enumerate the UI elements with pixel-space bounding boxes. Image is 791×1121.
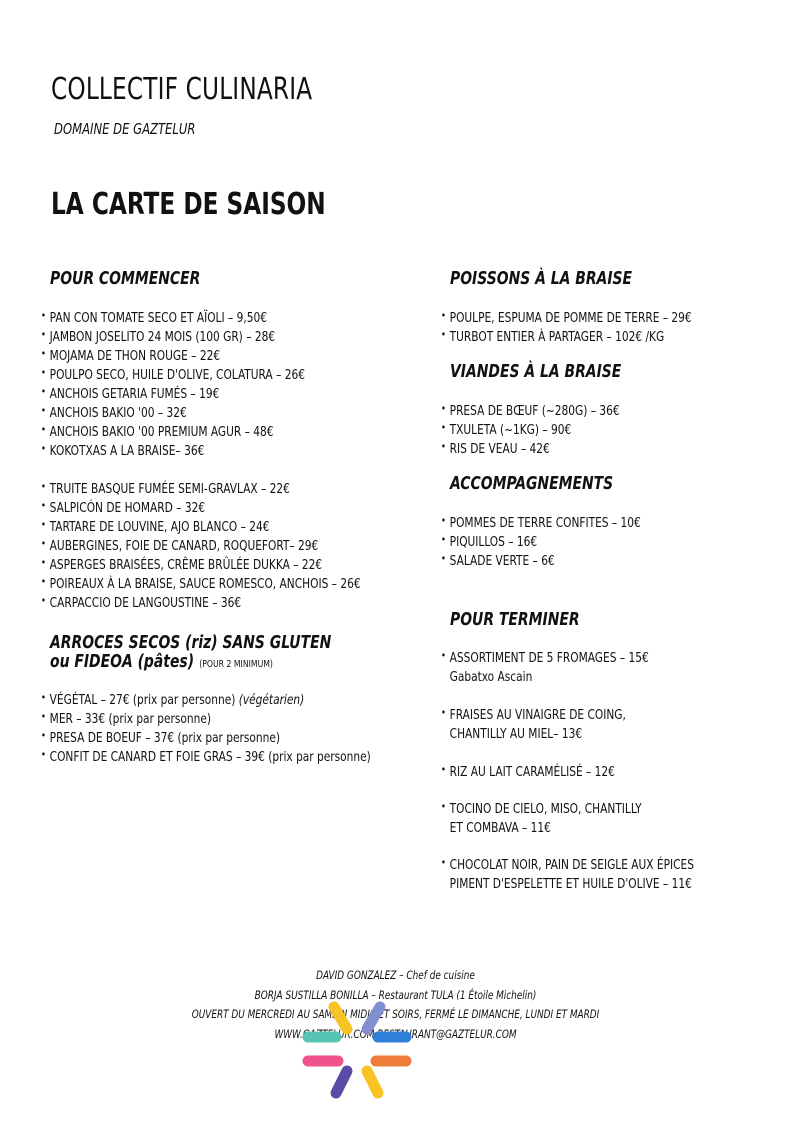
menu-item: • TURBOT ENTIER À PARTAGER – 102€ /KG [440, 328, 739, 347]
accompagnements-list [440, 514, 780, 571]
footer-chef: DAVID GONZALEZ – Chef de cuisine [316, 968, 475, 982]
arroces-title-line1: ARROCES SECOS (riz) SANS GLUTEN [50, 632, 332, 653]
logo-ray-bottom-left [336, 1071, 347, 1093]
arroces-title-line2 [50, 652, 385, 674]
star-logo-icon [300, 995, 414, 1105]
menu-item: • SALADE VERTE – 6€ [440, 552, 739, 571]
section-title-commencer: POUR COMMENCER [50, 268, 201, 289]
menu-item-line2: ET COMBAVA – 11€ [449, 821, 551, 836]
footer-contact: WWW.GAZTELUR.COM RESTAURANT@GAZTELUR.COM [274, 1026, 517, 1041]
logo-ray-bottom-right [367, 1071, 378, 1093]
menu-item [40, 729, 392, 748]
poissons-list [440, 309, 780, 347]
arroces-title-line2-text: ou FIDEOA (pâtes) [50, 651, 195, 672]
menu-item: • PRESA DE BŒUF (~280G) – 36€ [440, 402, 739, 421]
menu-item-text: MER – 33€ (prix par personne) [49, 712, 212, 727]
menu-item: • KOKOTXAS A LA BRAISE– 36€ [40, 442, 392, 461]
menu-item-line2: CHANTILLY AU MIEL– 13€ [449, 727, 583, 742]
footer-restaurant: BORJA SUSTILLA BONILLA – Restaurant TULA (1 Étoile Michelin) [254, 987, 537, 1002]
menu-item: • TRUITE BASQUE FUMÉE SEMI-GRAVLAX – 22€ [40, 480, 392, 499]
menu-item: • PIQUILLOS – 16€ [440, 533, 739, 552]
menu-item: • TXULETA (~1KG) – 90€ [440, 421, 739, 440]
menu-item-text: CONFIT DE CANARD ET FOIE GRAS – 39€ (prix par personne) [49, 750, 371, 765]
arroces-list [40, 691, 440, 767]
menu-item-extra: (végétarien) [238, 693, 305, 708]
commencer-list-1 [40, 309, 440, 461]
menu-item: • RIS DE VEAU – 42€ [440, 440, 739, 459]
menu-item-text: VÉGÉTAL – 27€ (prix par personne) [49, 693, 239, 708]
menu-item [40, 691, 392, 710]
logo-ray-top-right [367, 1007, 380, 1029]
menu-item-line2: Gabatxo Ascain [449, 670, 533, 685]
menu-item [40, 748, 392, 767]
menu-item-line2: PIMENT D'ESPELETTE ET HUILE D'OLIVE – 11€ [449, 877, 692, 892]
menu-item: • PAN CON TOMATE SECO ET AÏOLI – 9,50€ [40, 309, 392, 328]
menu-item: • JAMBON JOSELITO 24 MOIS (100 GR) – 28€ [40, 328, 392, 347]
menu-item: • POULPO SECO, HUILE D'OLIVE, COLATURA – 26€ [40, 366, 392, 385]
menu-item-text: PRESA DE BOEUF – 37€ (prix par personne) [49, 731, 281, 746]
arroces-note: (POUR 2 MINIMUM) [199, 659, 273, 670]
section-title-terminer: POUR TERMINER [450, 609, 580, 630]
menu-item: • POIREAUX À LA BRAISE, SAUCE ROMESCO, ANCHOIS – 26€ [40, 575, 392, 594]
menu-item: • ANCHOIS BAKIO '00 – 32€ [40, 404, 392, 423]
footer-hours: OUVERT DU MERCREDI AU SAMEDI MIDIS ET SOIRS, FERMÉ LE DIMANCHE, LUNDI ET MARDI [191, 1007, 600, 1021]
menu-item [440, 800, 739, 838]
terminer-list [440, 649, 780, 894]
menu-item: • AUBERGINES, FOIE DE CANARD, ROQUEFORT– 29€ [40, 537, 392, 556]
viandes-list [440, 402, 780, 459]
menu-item-line1: • TOCINO DE CIELO, MISO, CHANTILLY [449, 802, 642, 817]
menu-item [40, 710, 392, 729]
commencer-list-2 [40, 480, 440, 613]
brand-name: COLLECTIF CULINARIA [51, 72, 313, 107]
page-title: LA CARTE DE SAISON [51, 187, 326, 222]
menu-item: • ASPERGES BRAISÉES, CRÊME BRÛLÉE DUKKA – 22€ [40, 556, 392, 575]
right-column [440, 268, 780, 894]
menu-item: • ANCHOIS BAKIO '00 PREMIUM AGUR – 48€ [40, 423, 392, 442]
menu-item: • MOJAMA DE THON ROUGE – 22€ [40, 347, 392, 366]
menu-item: • POULPE, ESPUMA DE POMME DE TERRE – 29€ [440, 309, 739, 328]
menu-item [440, 649, 739, 687]
menu-item-line1: • RIZ AU LAIT CARAMÉLISÉ – 12€ [449, 765, 615, 780]
section-title-arroces [50, 633, 385, 674]
section-title-accompagnements: ACCOMPAGNEMENTS [450, 473, 614, 494]
section-title-poissons: POISSONS À LA BRAISE [450, 268, 633, 289]
menu-item-line1: • ASSORTIMENT DE 5 FROMAGES – 15€ [449, 651, 649, 666]
logo-ray-top-left [334, 1007, 347, 1029]
menu-item: • ANCHOIS GETARIA FUMÉS – 19€ [40, 385, 392, 404]
menu-item: • CARPACCIO DE LANGOUSTINE – 36€ [40, 594, 392, 613]
left-column [40, 268, 440, 767]
menu-item: • TARTARE DE LOUVINE, AJO BLANCO – 24€ [40, 518, 392, 537]
menu-item: • POMMES DE TERRE CONFITES – 10€ [440, 514, 739, 533]
menu-item [440, 706, 739, 744]
section-title-viandes: VIANDES À LA BRAISE [450, 361, 622, 382]
brand-subtitle: DOMAINE DE GAZTELUR [54, 120, 196, 138]
menu-item-line1: • FRAISES AU VINAIGRE DE COING, [449, 708, 626, 723]
menu-item-line1: • CHOCOLAT NOIR, PAIN DE SEIGLE AUX ÉPICES [449, 858, 694, 873]
menu-item [440, 856, 739, 894]
menu-item: • SALPICÓN DE HOMARD – 32€ [40, 499, 392, 518]
menu-item [440, 763, 739, 782]
